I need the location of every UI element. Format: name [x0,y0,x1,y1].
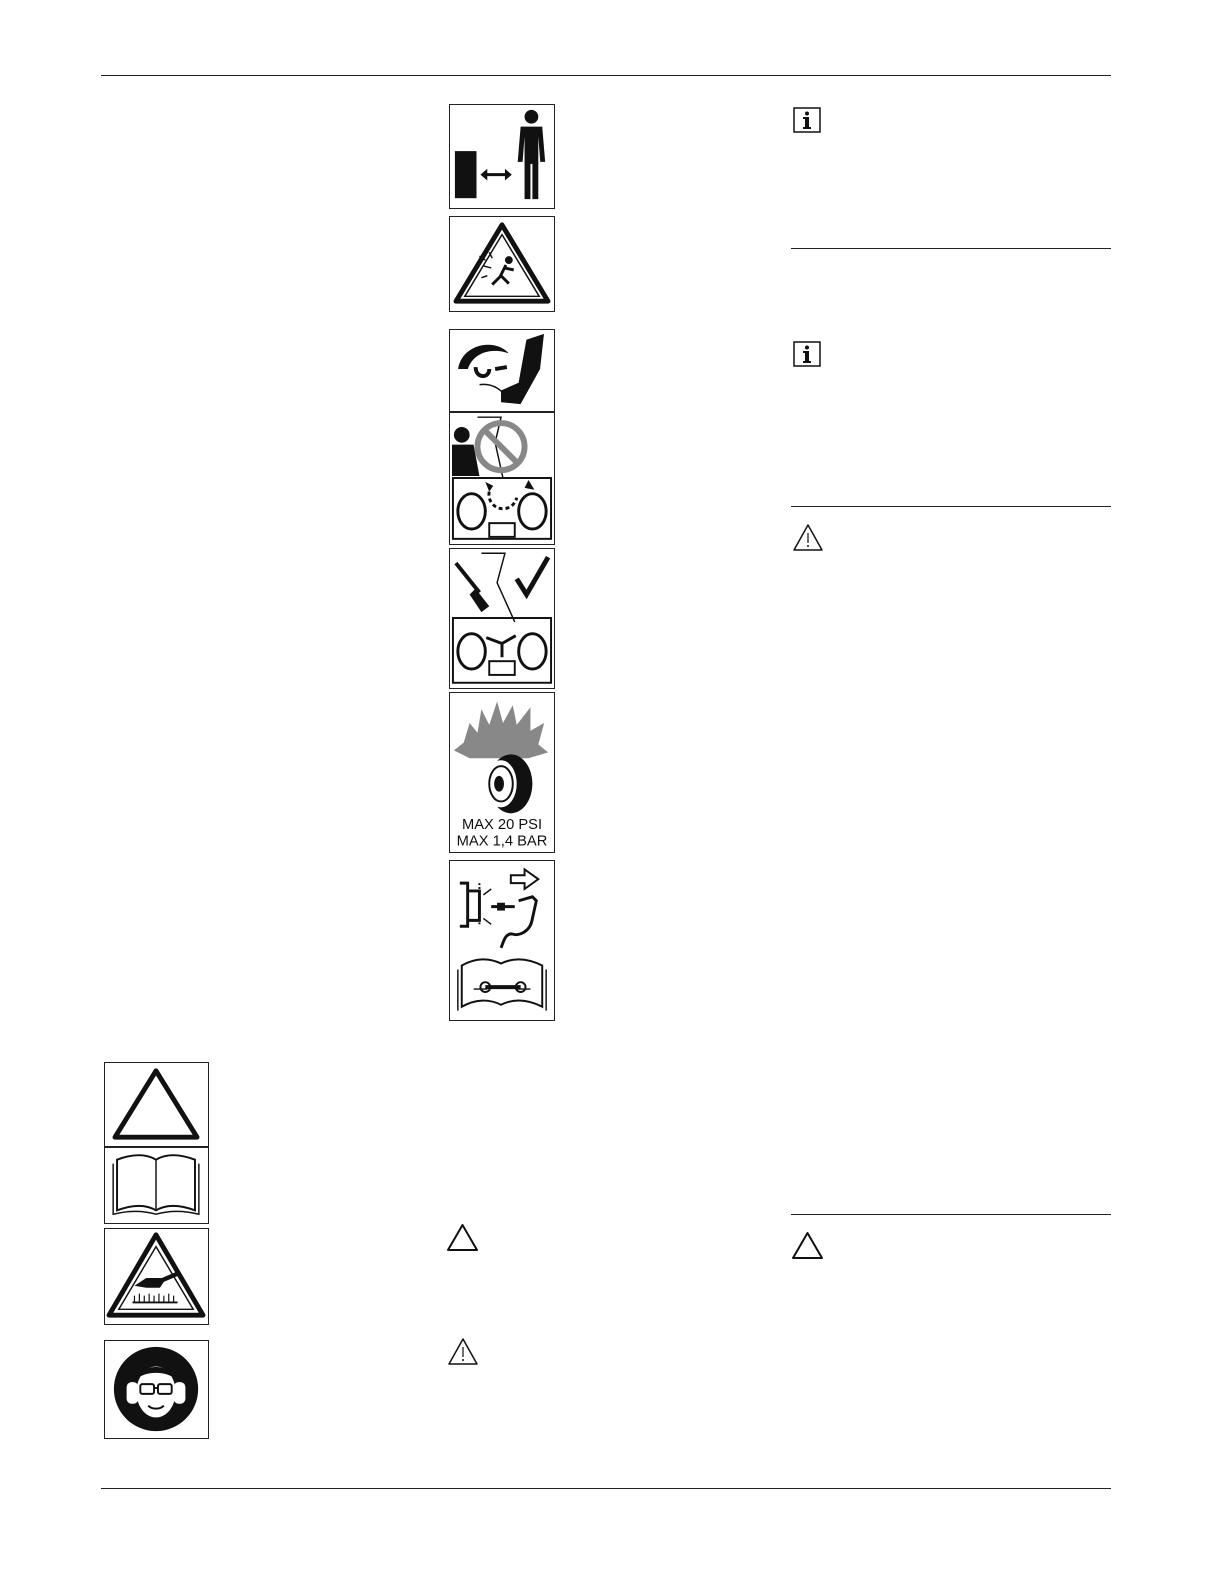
clearing-tool-check-icon [450,549,554,688]
thrown-objects-warning-icon [450,217,554,311]
right-column-divider-1 [791,248,1111,249]
thrown-objects-decal [449,216,555,312]
auger-foot-hazard-icon [450,330,554,411]
disconnect-spark-plug-decal [449,860,555,1021]
keep-distance-decal [449,104,555,209]
hot-surface-warning-icon [105,1229,208,1324]
header-rule [101,75,1111,76]
hot-surface-decal [104,1228,209,1325]
no-hands-in-chute-icon [450,413,554,544]
warning-exclamation-icon [447,1337,479,1366]
info-icon [793,107,821,133]
spark-plug-manual-icon [450,861,554,1020]
tire-pressure-decal [449,692,555,853]
right-column-divider-2 [791,506,1111,507]
warning-exclamation-icon [792,523,824,552]
caution-triangle-icon [446,1223,479,1252]
footer-rule [101,1488,1111,1489]
caution-triangle-icon [105,1063,208,1146]
read-manual-decal [104,1147,209,1224]
info-icon [793,341,821,367]
right-column-divider-3 [791,1214,1111,1215]
tire-explosion-icon [450,693,554,852]
open-book-icon [105,1148,208,1223]
person-distance-icon [450,105,554,208]
eye-ear-protection-icon [105,1341,208,1438]
general-warning-decal [104,1062,209,1147]
tire-pressure-psi-label: MAX 20 PSI [461,816,543,833]
auger-entanglement-decal [449,329,555,412]
do-not-clear-chute-by-hand-decal [449,412,555,545]
caution-triangle-icon [791,1231,824,1260]
tire-pressure-bar-label: MAX 1,4 BAR [456,833,548,850]
use-clearing-tool-decal [449,548,555,689]
wear-protection-decal [104,1340,209,1439]
